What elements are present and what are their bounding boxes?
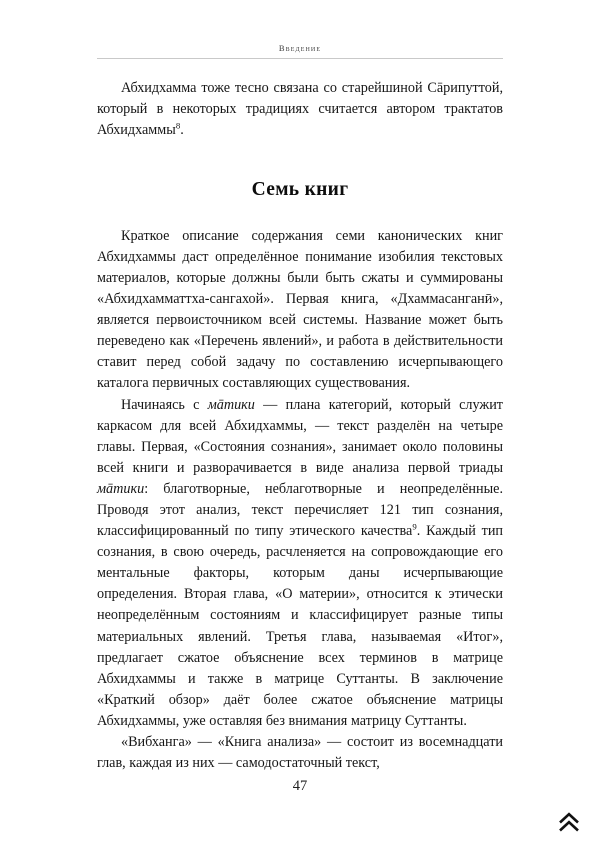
footnote-marker-8[interactable]: 8	[175, 120, 181, 131]
paragraph-sariputta	[97, 78, 503, 141]
footnote-marker-9[interactable]: 9	[412, 521, 417, 532]
paragraph-seven-books-intro	[97, 226, 503, 395]
paragraph-text: : благотворные, неблаготворные и неопределённые. Проводя этот анализ, текст перечисляет 121 тип сознания, классифицированный по типу этического качества	[97, 480, 503, 540]
running-head-text: Введение	[278, 43, 322, 53]
paragraph-text: — плана категорий, который служит каркасом для всей Абхидхаммы, — текст разделён на четыре главы. Первая, «Состояния сознания», занимает около половины всей книги и разворачивается в виде анализа первой триады	[97, 396, 503, 476]
paragraph-text-tail: . Каждый тип сознания, в свою очередь, расчленяется на сопровождающие его ментальные факторы, которым даны исчерпывающие определения. Вторая глава, «О материи», относится к этически неопределённым состояниям и классифицирует разные типы материальных явлений. Третья глава, называемая «Итог», предлагает сжатое объяснение всех терминов в матрице Абхидхаммы и также в матрице Суттанты. В заключение «Краткий обзор» даёт более сжатое объяснение матрицы Абхидхаммы, уже оставляя без внимания матрицу Суттанты.	[97, 523, 503, 729]
italic-term-matika-1: мāтики	[207, 396, 255, 413]
body-text-block	[97, 78, 503, 774]
spacer-before-section-title	[97, 141, 503, 180]
double-chevron-up-icon	[557, 812, 581, 834]
paragraph-text: Краткое описание содержания семи канонических книг Абхидхаммы даст определённое понимание изобилия текстовых материалов, которые должны были быть сжаты и суммированы «Абхидхамматтха-сангахой». Первая книга, «Дхаммасанганӣ», является первоисточником всей системы. Название может быть переведено как «Перечень явлений», и работа в действительности ставит перед собой задачу по составлению исчерпывающего каталога первичных составляющих существования.	[97, 227, 503, 392]
back-to-top-button[interactable]	[550, 806, 588, 840]
paragraph-text: Абхидхамма тоже тесно связана со старейшиной Сāрипуттой, который в некоторых традициях считается автором трактатов Абхидхаммы	[97, 80, 503, 139]
paragraph-matika	[97, 395, 503, 733]
paragraph-text: «Вибханга» — «Книга анализа» — состоит из восемнадцати глав, каждая из них — самодостаточный текст,	[97, 734, 503, 772]
spacer-after-section-title	[97, 200, 503, 226]
page-number: 47	[292, 778, 308, 794]
section-title: Семь книг	[251, 179, 349, 201]
running-head	[97, 38, 503, 56]
header-divider-rule	[97, 58, 503, 59]
italic-term-matika-2: мāтики	[97, 480, 145, 497]
paragraph-text-tail: .	[180, 122, 184, 139]
paragraph-vibhanga	[97, 732, 503, 774]
paragraph-text: Начинаясь с	[121, 396, 208, 413]
